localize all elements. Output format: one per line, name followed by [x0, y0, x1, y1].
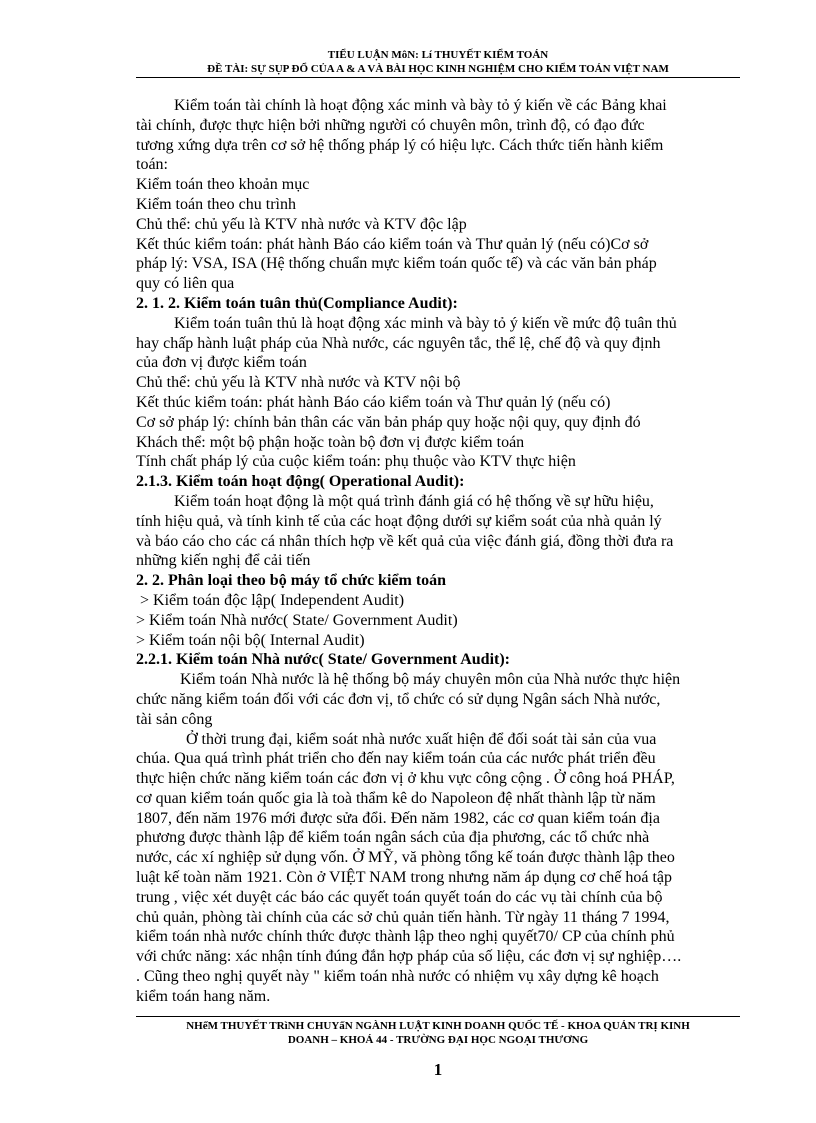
body-line: Kiểm toán theo chu trình	[136, 195, 296, 213]
body-line: kiểm toán hang năm.	[136, 987, 271, 1005]
section-heading: 2.1.3. Kiểm toán hoạt động( Operational Audit):	[136, 473, 465, 491]
body-line: của đơn vị được kiểm toán	[136, 354, 307, 372]
list-item: > Kiểm toán Nhà nước( State/ Government Audit)	[136, 611, 458, 629]
document-body	[136, 96, 740, 1007]
body-line: Ở thời trung đại, kiểm soát nhà nước xuất hiện để đối soát tài sản của vua	[186, 730, 657, 748]
body-line: cơ quan kiểm toán quốc gia là toà thẩm kê do Napoleon đệ nhất thành lập từ năm	[136, 789, 656, 807]
body-line: Kiểm toán hoạt động là một quá trình đánh giá có hệ thống về sự hữu hiệu,	[174, 492, 654, 510]
body-line: Chủ thể: chủ yếu là KTV nhà nước và KTV độc lập	[136, 215, 467, 233]
page-footer	[136, 1019, 740, 1047]
footer-line: DOANH – KHOÁ 44 - TRƯỜNG ĐẠI HỌC NGOẠI THƯƠNG	[287, 1034, 589, 1046]
body-line: trung , việc xét duyệt các báo các quyết toán quyết toán do các vụ tài chính của bộ	[136, 888, 663, 906]
body-line: quy có liên qua	[136, 275, 235, 293]
body-line: và báo cáo cho các cá nhân thích hợp về kết quả của việc đánh giá, đồng thời đưa ra	[136, 532, 674, 550]
body-line: tài sản công	[136, 710, 213, 728]
body-line: 1807, đến năm 1976 mới được sửa đổi. Đến năm 1982, các cơ quan kiểm toán địa	[136, 809, 660, 827]
body-line: pháp lý: VSA, ISA (Hệ thống chuẩn mực kiểm toán quốc tế) và các văn bản pháp	[136, 255, 657, 273]
list-item: > Kiểm toán độc lập( Independent Audit)	[140, 591, 405, 609]
body-line: Cơ sở pháp lý: chính bản thân các văn bản pháp quy hoặc nội quy, quy định đó	[136, 413, 641, 431]
body-line: tài chính, được thực hiện bởi những người có chuyên môn, trình độ, có đạo đức	[136, 116, 645, 134]
body-line: . Cũng theo nghị quyết này " kiểm toán nhà nước có nhiệm vụ xây dựng kê hoạch	[136, 968, 659, 986]
section-heading: 2. 2. Phân loại theo bộ máy tổ chức kiểm toán	[136, 572, 447, 590]
footer-line: NHểM THUYẾT TRìNH CHUYấN NGÀNH LUẬT KINH DOANH QUỐC TẾ - KHOA QUẢN TRỊ KINH	[186, 1020, 690, 1032]
body-line: Khách thể: một bộ phận hoặc toàn bộ đơn vị được kiểm toán	[136, 433, 525, 451]
body-line: với chức năng: xác nhận tính đúng đắn hợp pháp của số liệu, các đơn vị sự nghiệp….	[136, 948, 682, 966]
body-line: Kiểm toán theo khoản mục	[136, 176, 310, 194]
body-line: chúa. Qua quá trình phát triển cho đến nay kiểm toán của các nước phát triển đều	[136, 750, 656, 768]
body-line: chức năng kiểm toán đối với các đơn vị, tổ chức có sử dụng Ngân sách Nhà nước,	[136, 690, 661, 708]
body-line: kiểm toán nhà nước chính thức được thành lập theo nghị quyết70/ CP của chính phủ	[136, 928, 675, 946]
body-line: luật kế toàn năm 1921. Còn ở VIỆT NAM trong nhưng năm áp dụng cơ chế hoá tập	[136, 869, 673, 887]
body-line: hay chấp hành luật pháp của Nhà nước, các nguyên tắc, thể lệ, chế độ và quy định	[136, 334, 661, 352]
header-rule	[136, 77, 740, 78]
body-line: toán:	[136, 156, 168, 174]
body-line: Chủ thể: chủ yếu là KTV nhà nước và KTV nội bộ	[136, 374, 461, 392]
body-line: Kiểm toán Nhà nước là hệ thống bộ máy chuyên môn của Nhà nước thực hiện	[180, 671, 681, 689]
section-heading: 2.2.1. Kiểm toán Nhà nước( State/ Government Audit):	[136, 651, 510, 669]
body-line: Kết thúc kiểm toán: phát hành Báo cáo kiểm toán và Thư quản lý (nếu có)Cơ sở	[136, 235, 649, 253]
body-line: tương xứng dựa trên cơ sở hệ thống pháp lý có hiệu lực. Cách thức tiến hành kiểm	[136, 136, 664, 154]
footer-rule	[136, 1016, 740, 1017]
body-line: Tính chất pháp lý của cuộc kiểm toán: phụ thuộc vào KTV thực hiện	[136, 453, 576, 471]
body-line: chủ quản, phòng tài chính của các sở chủ quản tiến hành. Từ ngày 11 tháng 7 1994,	[136, 908, 670, 926]
section-heading: 2. 1. 2. Kiểm toán tuân thủ(Compliance Audit):	[136, 294, 458, 312]
header-title: TIỂU LUẬN MôN: Lí THUYẾT KIỂM TOÁN	[327, 49, 549, 61]
body-line: thực hiện chức năng kiểm toán các đơn vị ở khu vực công cộng . Ở công hoá PHÁP,	[136, 770, 675, 788]
body-line: Kiểm toán tài chính là hoạt động xác minh và bày tỏ ý kiến về các Bảng khai	[174, 97, 667, 114]
body-line: tính hiệu quả, và tính kinh tế của các hoạt động dưới sự kiểm soát của nhà quản lý	[136, 512, 662, 530]
body-line: phương được thành lập để kiểm toán ngân sách của địa phương, các tổ chức nhà	[136, 829, 650, 847]
body-line: Kiểm toán tuân thủ là hoạt động xác minh và bày tỏ ý kiến về mức độ tuân thủ	[174, 314, 677, 332]
list-item: > Kiểm toán nội bộ( Internal Audit)	[136, 631, 365, 649]
header-subject: ĐỀ TÀI: SỰ SỤP ĐỔ CỦA A & A VÀ BÀI HỌC KINH NGHIỆM CHO KIỂM TOÁN VIỆT NAM	[207, 63, 669, 75]
body-line: nước, các xí nghiệp sử dụng vốn. Ở MỸ, vă phòng tổng kế toán được thành lập theo	[136, 849, 675, 867]
page-header	[136, 48, 740, 76]
body-line: những kiến nghị để cải tiến	[136, 552, 311, 570]
body-line: Kết thúc kiểm toán: phát hành Báo cáo kiểm toán và Thư quản lý (nếu có)	[136, 393, 611, 411]
page-number: 1	[433, 1060, 443, 1079]
